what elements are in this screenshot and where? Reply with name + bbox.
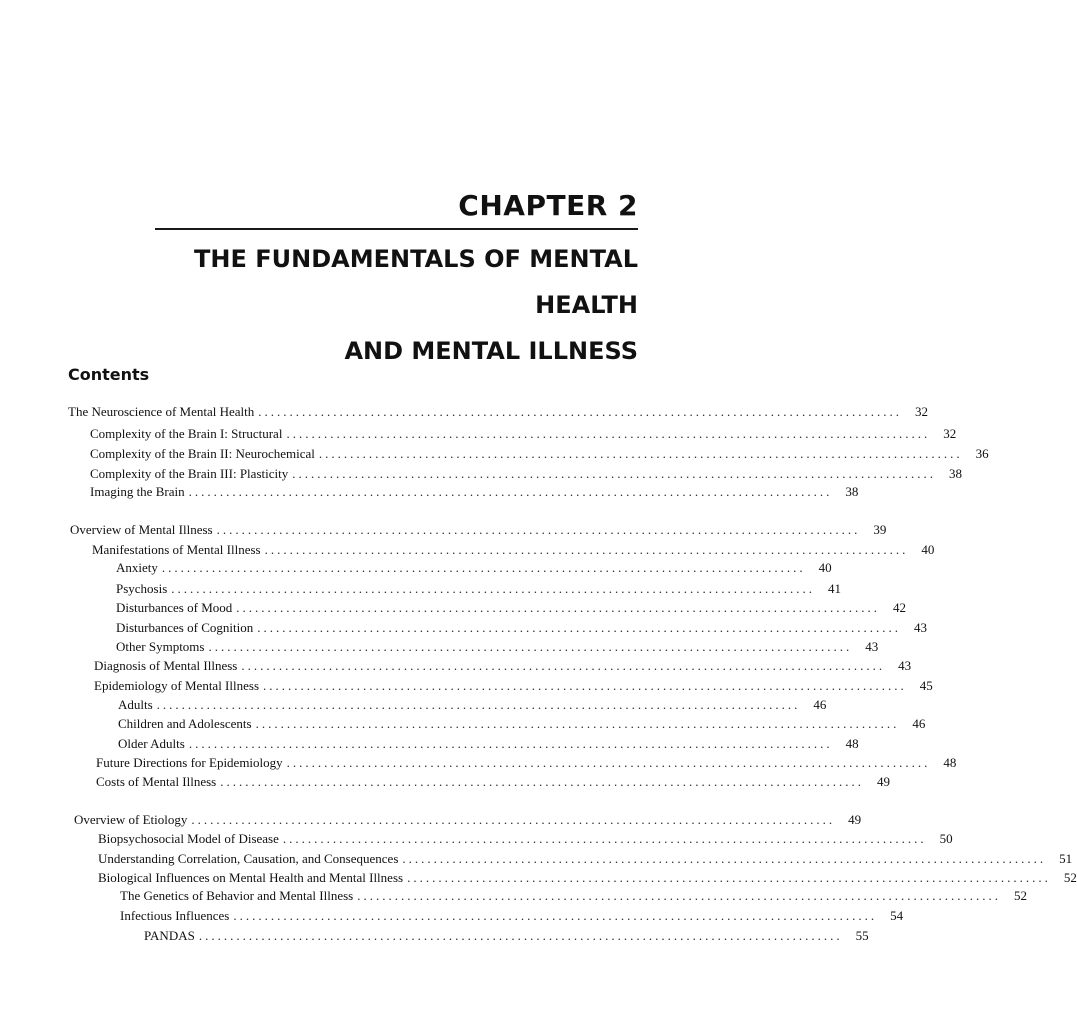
toc-leader-dots: .......................................................................................................	[263, 678, 907, 693]
toc-entry-text: Older Adults	[118, 736, 185, 751]
toc-entry-page: 38	[948, 466, 962, 481]
toc-entry	[120, 886, 1027, 905]
toc-entry-text: Biopsychosocial Model of Disease	[98, 831, 279, 846]
toc-entry	[90, 444, 989, 463]
toc-entry-page: 36	[975, 446, 989, 461]
toc-entry-text: Infectious Influences	[120, 908, 230, 923]
toc-entry-text: Costs of Mental Illness	[96, 774, 217, 789]
toc-leader-dots: .......................................................................................................	[233, 908, 878, 923]
toc-entry	[116, 558, 832, 577]
toc-leader-dots: .......................................................................................................	[257, 620, 901, 635]
toc-entry-text: Understanding Correlation, Causation, and Consequences	[98, 851, 399, 866]
toc-entry	[96, 753, 957, 772]
toc-entry-page: 39	[873, 522, 887, 537]
toc-entry	[90, 464, 962, 483]
toc-leader-dots: .......................................................................................................	[407, 870, 1051, 885]
toc-entry-text: Overview of Etiology	[74, 812, 188, 827]
toc-entry-text: The Neuroscience of Mental Health	[68, 404, 255, 419]
toc-leader-dots: .......................................................................................................	[292, 466, 936, 481]
toc-entry	[94, 676, 933, 695]
toc-entry	[70, 520, 887, 539]
toc-entry	[118, 734, 859, 753]
toc-entry	[94, 656, 912, 675]
toc-leader-dots: .......................................................................................................	[198, 928, 843, 943]
toc-leader-dots: .......................................................................................................	[188, 736, 833, 751]
toc-leader-dots: .......................................................................................................	[191, 812, 836, 827]
toc-entry-page: 45	[919, 678, 933, 693]
toc-entry	[90, 482, 859, 501]
toc-entry-text: Disturbances of Cognition	[116, 620, 254, 635]
toc-entry	[98, 868, 1077, 887]
toc-entry	[144, 926, 869, 945]
toc-entry	[98, 829, 953, 848]
toc-leader-dots: .......................................................................................................	[286, 426, 931, 441]
toc-entry-text: Disturbances of Mood	[116, 600, 233, 615]
toc-entry-text: The Genetics of Behavior and Mental Illness	[120, 888, 354, 903]
toc-entry-page: 49	[877, 774, 890, 789]
toc-entry-page: 51	[1059, 851, 1073, 866]
toc-entry-page: 54	[890, 908, 904, 923]
toc-leader-dots: .......................................................................................................	[216, 522, 861, 537]
toc-entry-text: Anxiety	[116, 560, 158, 575]
toc-entry-page: 41	[828, 581, 842, 596]
toc-entry-text: PANDAS	[144, 928, 195, 943]
toc-leader-dots: .......................................................................................................	[188, 484, 833, 499]
chapter-title-line-2: AND MENTAL ILLNESS	[344, 337, 638, 365]
toc-entry-text: Diagnosis of Mental Illness	[94, 658, 238, 673]
toc-entry-page: 55	[855, 928, 869, 943]
toc-leader-dots: .......................................................................................................	[402, 851, 1047, 866]
toc-entry-page: 46	[912, 716, 926, 731]
toc-entry	[120, 906, 904, 925]
toc-entry-text: Epidemiology of Mental Illness	[94, 678, 260, 693]
toc-leader-dots: .......................................................................................................	[161, 560, 806, 575]
toc-leader-dots: .......................................................................................................	[286, 755, 931, 770]
toc-leader-dots: .......................................................................................................	[282, 831, 927, 846]
toc-leader-dots: .......................................................................................................	[357, 888, 1001, 903]
toc-entry	[96, 772, 890, 791]
toc-leader-dots: .......................................................................................................	[318, 446, 963, 461]
toc-entry	[92, 540, 935, 559]
toc-entry	[98, 849, 1073, 868]
toc-entry-page: 43	[898, 658, 912, 673]
toc-entry	[116, 618, 927, 637]
toc-entry-page: 32	[943, 426, 957, 441]
toc-leader-dots: .......................................................................................................	[264, 542, 909, 557]
toc-entry	[90, 424, 957, 443]
toc-entry-text: Complexity of the Brain II: Neurochemical	[90, 446, 315, 461]
toc-entry-page: 40	[921, 542, 935, 557]
toc-entry	[118, 695, 827, 714]
toc-entry-text: Complexity of the Brain I: Structural	[90, 426, 283, 441]
toc-leader-dots: .......................................................................................................	[171, 581, 816, 596]
toc-entry-page: 42	[893, 600, 907, 615]
toc-entry-text: Overview of Mental Illness	[70, 522, 213, 537]
toc-entry-text: Psychosis	[116, 581, 168, 596]
toc-entry	[116, 598, 907, 617]
toc-entry-text: Children and Adolescents	[118, 716, 252, 731]
chapter-rule	[155, 228, 638, 230]
toc-leader-dots: .......................................................................................................	[156, 697, 801, 712]
toc-leader-dots: .......................................................................................................	[236, 600, 881, 615]
toc-entry-text: Other Symptoms	[116, 639, 205, 654]
toc-entry-page: 38	[845, 484, 859, 499]
toc-entry	[74, 810, 862, 829]
toc-entry-page: 50	[939, 831, 953, 846]
toc-leader-dots: .......................................................................................................	[258, 404, 903, 419]
toc-entry-text: Imaging the Brain	[90, 484, 185, 499]
toc-entry-page: 48	[943, 755, 957, 770]
toc-entry	[116, 637, 879, 656]
toc-entry-text: Manifestations of Mental Illness	[92, 542, 261, 557]
toc-entry	[116, 579, 842, 598]
toc-entry	[118, 714, 926, 733]
contents-heading: Contents	[68, 365, 150, 384]
toc-entry-page: 48	[845, 736, 859, 751]
toc-entry-page: 43	[913, 620, 927, 635]
toc-entry-page: 52	[1013, 888, 1027, 903]
toc-entry	[68, 402, 929, 421]
toc-entry-text: Biological Influences on Mental Health and Mental Illness	[98, 870, 404, 885]
toc-entry-page: 40	[818, 560, 832, 575]
toc-entry-page: 49	[848, 812, 862, 827]
toc-leader-dots: .......................................................................................................	[208, 639, 853, 654]
toc-entry-text: Future Directions for Epidemiology	[96, 755, 283, 770]
toc-leader-dots: .......................................................................................................	[220, 774, 864, 789]
toc-leader-dots: .......................................................................................................	[255, 716, 900, 731]
chapter-title	[118, 236, 638, 374]
chapter-label: CHAPTER 2	[458, 189, 638, 222]
toc-entry-page: 43	[865, 639, 879, 654]
toc-entry-page: 52	[1063, 870, 1077, 885]
toc-leader-dots: .......................................................................................................	[241, 658, 886, 673]
toc-entry-page: 32	[915, 404, 929, 419]
toc-entry-text: Complexity of the Brain III: Plasticity	[90, 466, 289, 481]
toc-entry-text: Adults	[118, 697, 153, 712]
chapter-title-line-1: THE FUNDAMENTALS OF MENTAL HEALTH	[194, 245, 638, 319]
toc-entry-page: 46	[813, 697, 827, 712]
